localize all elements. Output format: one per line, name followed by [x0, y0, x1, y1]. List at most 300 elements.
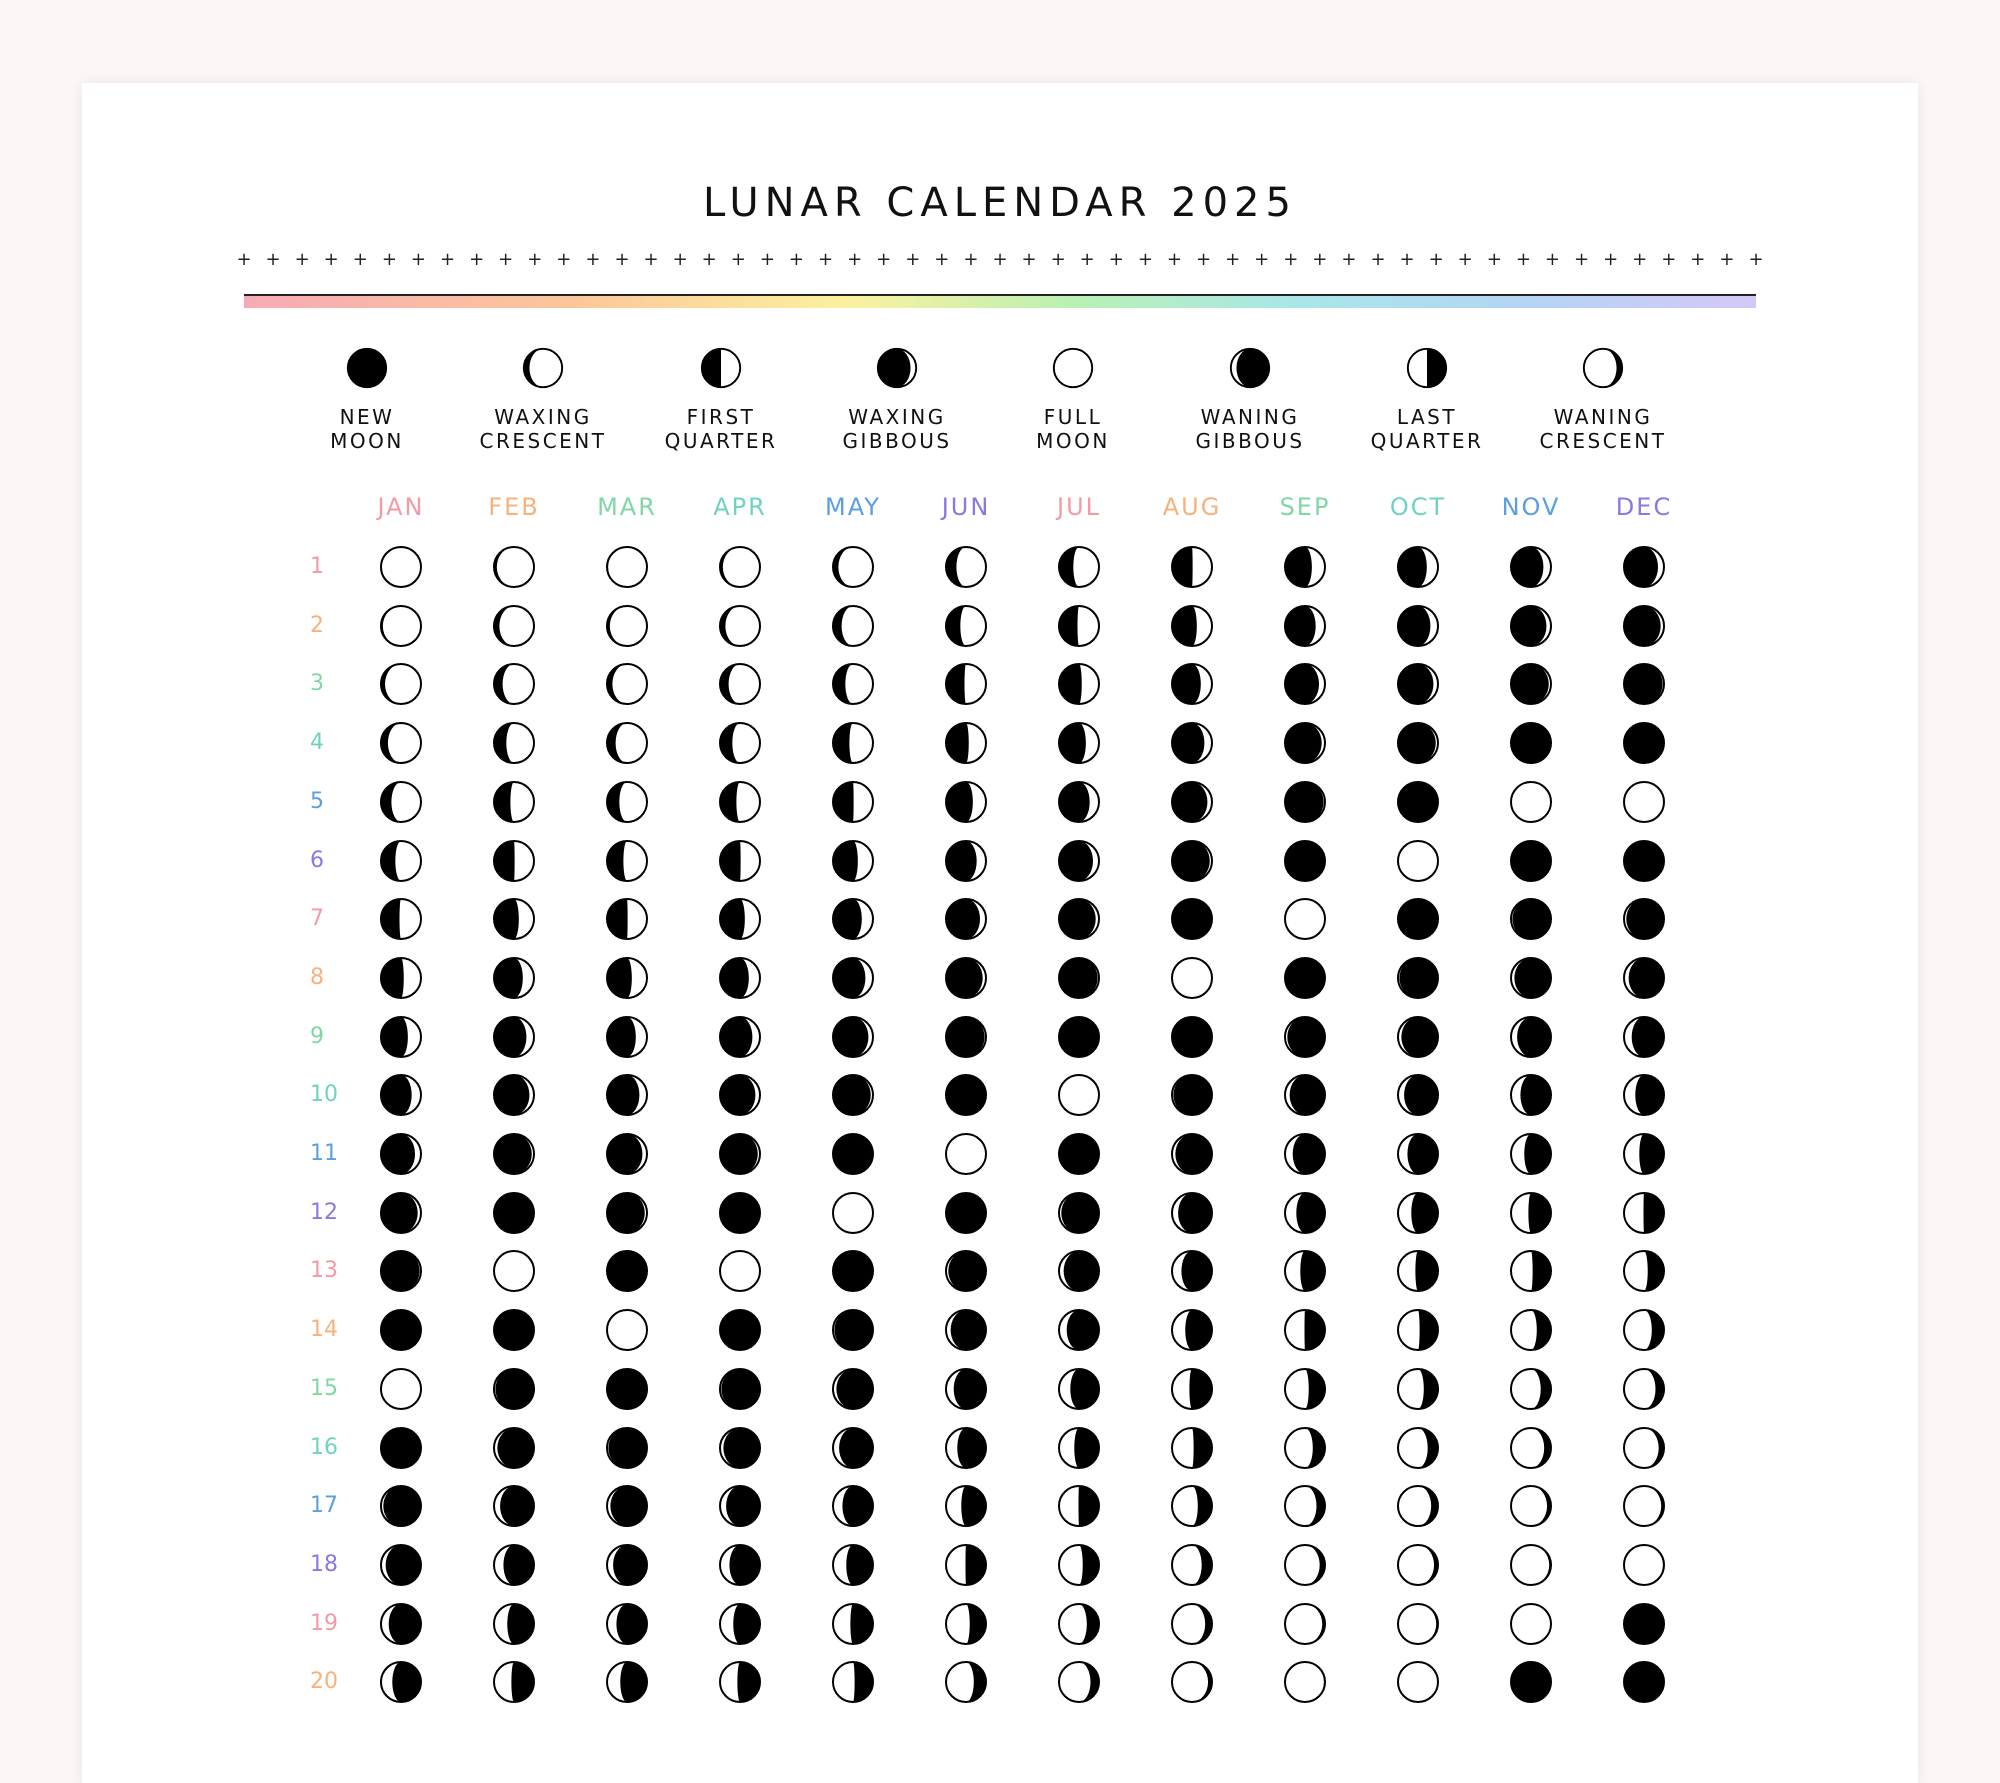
moon-icon — [1507, 1071, 1555, 1119]
moon-phase-icon — [1580, 345, 1626, 391]
moon-icon — [377, 1247, 425, 1295]
moon-phase-icon — [490, 954, 538, 1002]
moon-icon — [1394, 1071, 1442, 1119]
moon-icon — [942, 543, 990, 591]
moon-icon — [1281, 1071, 1329, 1119]
moon-phase-icon — [829, 1247, 877, 1295]
moon-icon — [377, 719, 425, 767]
moon-icon — [1620, 1600, 1668, 1648]
moon-phase-icon — [1620, 1247, 1668, 1295]
moon-phase-icon — [829, 543, 877, 591]
moon-phase-icon — [377, 1658, 425, 1706]
moon-phase-icon — [1281, 1482, 1329, 1530]
moon-phase-icon — [377, 837, 425, 885]
moon-icon — [603, 660, 651, 708]
moon-icon — [1055, 1424, 1103, 1472]
moon-icon — [1168, 602, 1216, 650]
moon-icon — [716, 543, 764, 591]
moon-icon — [490, 1189, 538, 1237]
moon-phase-icon — [490, 1658, 538, 1706]
plus-mark: + — [1254, 249, 1270, 270]
legend-label-line: LAST — [1396, 405, 1458, 429]
moon-phase-icon — [716, 1130, 764, 1178]
moon-icon — [1055, 1013, 1103, 1061]
day-label: 12 — [310, 1199, 338, 1225]
moon-icon — [377, 1013, 425, 1061]
moon-icon — [716, 837, 764, 885]
moon-phase-icon — [1168, 1600, 1216, 1648]
moon-phase-icon — [1394, 602, 1442, 650]
moon-phase-icon — [716, 1541, 764, 1589]
moon-phase-icon — [1281, 660, 1329, 708]
moon-phase-icon — [1507, 1365, 1555, 1413]
moon-phase-icon — [377, 660, 425, 708]
moon-icon — [603, 778, 651, 826]
moon-phase-icon — [829, 1306, 877, 1354]
moon-phase-icon — [1620, 543, 1668, 591]
moon-icon — [1281, 1189, 1329, 1237]
moon-phase-icon — [1620, 1600, 1668, 1648]
moon-icon — [942, 1071, 990, 1119]
moon-phase-icon — [874, 345, 920, 391]
moon-icon — [716, 1013, 764, 1061]
moon-icon — [1281, 1541, 1329, 1589]
plus-mark: + — [585, 249, 601, 270]
moon-icon — [377, 602, 425, 650]
plus-mark: + — [1137, 249, 1153, 270]
moon-phase-icon — [1404, 345, 1450, 391]
moon-phase-icon — [716, 1482, 764, 1530]
moon-icon — [1394, 660, 1442, 708]
legend-label-line: WANING — [1553, 405, 1653, 429]
moon-phase-icon — [377, 1365, 425, 1413]
legend-label-line: FIRST — [686, 405, 756, 429]
day-label: 4 — [310, 730, 324, 756]
moon-icon — [490, 1482, 538, 1530]
legend-label-line: CRESCENT — [1539, 429, 1667, 453]
day-label: 8 — [310, 964, 324, 990]
moon-phase-icon — [942, 1424, 990, 1472]
moon-phase-icon — [603, 1130, 651, 1178]
moon-icon — [1394, 1013, 1442, 1061]
moon-phase-icon — [603, 1658, 651, 1706]
moon-phase-icon — [490, 895, 538, 943]
moon-icon — [1055, 778, 1103, 826]
moon-icon — [1168, 660, 1216, 708]
legend-label-line: WAXING — [848, 405, 946, 429]
moon-phase-icon — [942, 1306, 990, 1354]
plus-mark: + — [817, 249, 834, 270]
moon-icon — [716, 1600, 764, 1648]
moon-phase-icon — [716, 778, 764, 826]
moon-phase-icon — [1620, 719, 1668, 767]
moon-icon — [377, 837, 425, 885]
moon-phase-icon — [520, 345, 566, 391]
moon-icon — [1168, 1306, 1216, 1354]
moon-icon — [1507, 660, 1555, 708]
moon-phase-icon — [1168, 1130, 1216, 1178]
moon-icon — [1281, 1600, 1329, 1648]
month-header: SEP — [1279, 493, 1331, 521]
moon-phase-icon — [377, 1247, 425, 1295]
moon-phase-icon — [1507, 1306, 1555, 1354]
moon-icon — [377, 660, 425, 708]
plus-mark: + — [1021, 249, 1037, 270]
moon-icon — [829, 778, 877, 826]
moon-icon — [1055, 954, 1103, 1002]
plus-mark: + — [905, 249, 921, 270]
moon-phase-icon — [1055, 1658, 1103, 1706]
moon-phase-icon — [1168, 837, 1216, 885]
moon-icon — [603, 1306, 651, 1354]
moon-icon — [716, 1482, 764, 1530]
moon-icon — [1620, 1365, 1668, 1413]
moon-icon — [942, 602, 990, 650]
moon-icon — [1055, 1600, 1103, 1648]
moon-phase-icon — [603, 719, 651, 767]
moon-phase-icon — [1055, 1541, 1103, 1589]
moon-icon — [829, 1541, 877, 1589]
moon-phase-icon — [1394, 1424, 1442, 1472]
moon-phase-icon — [1281, 1541, 1329, 1589]
moon-phase-icon — [490, 837, 538, 885]
month-header: OCT — [1389, 493, 1447, 521]
moon-phase-icon — [1394, 1247, 1442, 1295]
moon-phase-icon — [942, 660, 990, 708]
moon-icon — [490, 1013, 538, 1061]
day-label: 18 — [310, 1551, 338, 1577]
moon-phase-icon — [716, 1658, 764, 1706]
moon-icon — [1168, 1130, 1216, 1178]
moon-phase-icon — [1620, 1306, 1668, 1354]
moon-phase-icon — [1507, 1600, 1555, 1648]
moon-icon — [1281, 602, 1329, 650]
legend-item — [453, 345, 633, 453]
plus-mark: + — [439, 249, 456, 270]
moon-phase-icon — [1507, 954, 1555, 1002]
moon-phase-icon — [1620, 1071, 1668, 1119]
moon-icon — [1507, 1189, 1555, 1237]
moon-icon — [377, 543, 425, 591]
moon-icon — [377, 1189, 425, 1237]
moon-icon — [1281, 1247, 1329, 1295]
moon-phase-icon — [942, 1013, 990, 1061]
moon-phase-icon — [829, 954, 877, 1002]
moon-phase-icon — [490, 719, 538, 767]
moon-phase-icon — [603, 1424, 651, 1472]
plus-mark: + — [323, 249, 339, 270]
moon-phase-icon — [1055, 1365, 1103, 1413]
moon-phase-icon — [942, 837, 990, 885]
day-label: 3 — [310, 671, 324, 697]
moon-icon — [716, 1658, 764, 1706]
moon-phase-icon — [1507, 660, 1555, 708]
moon-icon — [1394, 895, 1442, 943]
moon-icon — [1620, 1482, 1668, 1530]
moon-icon — [829, 1306, 877, 1354]
moon-icon — [1168, 837, 1216, 885]
moon-phase-icon — [490, 1600, 538, 1648]
moon-phase-icon — [1168, 1658, 1216, 1706]
legend-item — [1337, 345, 1517, 453]
plus-mark: + — [352, 249, 368, 270]
moon-icon — [490, 543, 538, 591]
moon-icon — [1055, 1247, 1103, 1295]
plus-divider — [236, 246, 1764, 274]
legend-label-line: WAXING — [494, 405, 592, 429]
moon-icon — [1507, 837, 1555, 885]
moon-phase-icon — [716, 1071, 764, 1119]
moon-phase-icon — [829, 778, 877, 826]
plus-mark: + — [1399, 249, 1415, 270]
moon-phase-icon — [1620, 1365, 1668, 1413]
moon-icon — [1620, 1541, 1668, 1589]
moon-phase-icon — [1507, 1541, 1555, 1589]
moon-phase-icon — [490, 1365, 538, 1413]
moon-phase-icon — [716, 602, 764, 650]
moon-phase-icon — [377, 1306, 425, 1354]
moon-icon — [1055, 719, 1103, 767]
moon-phase-icon — [490, 1071, 538, 1119]
moon-phase-icon — [1168, 602, 1216, 650]
day-label: 20 — [310, 1669, 338, 1695]
moon-icon — [942, 1365, 990, 1413]
moon-icon — [1620, 543, 1668, 591]
moon-phase-icon — [1281, 1013, 1329, 1061]
moon-icon — [1507, 1541, 1555, 1589]
moon-icon — [942, 895, 990, 943]
moon-icon — [603, 1189, 651, 1237]
moon-icon — [603, 1424, 651, 1472]
moon-phase-icon — [1620, 778, 1668, 826]
legend-label — [453, 405, 633, 453]
legend-label — [1513, 405, 1693, 453]
moon-phase-icon — [1055, 778, 1103, 826]
moon-phase-icon — [377, 719, 425, 767]
month-header: MAR — [597, 493, 657, 521]
plus-mark: + — [963, 249, 979, 270]
moon-icon — [603, 719, 651, 767]
moon-phase-icon — [716, 1600, 764, 1648]
moon-phase-icon — [1281, 543, 1329, 591]
month-header: MAY — [825, 493, 881, 521]
moon-phase-icon — [1281, 778, 1329, 826]
plus-mark: + — [1661, 249, 1677, 270]
plus-mark: + — [294, 249, 310, 270]
moon-phase-icon — [942, 1600, 990, 1648]
moon-icon — [1055, 660, 1103, 708]
moon-phase-icon — [1620, 954, 1668, 1002]
moon-phase-icon — [1281, 895, 1329, 943]
moon-icon — [490, 895, 538, 943]
legend-label-line: GIBBOUS — [1195, 429, 1305, 453]
day-label: 17 — [310, 1493, 338, 1519]
moon-icon — [1168, 778, 1216, 826]
moon-icon — [1168, 1365, 1216, 1413]
moon-icon — [829, 660, 877, 708]
moon-icon — [1620, 1658, 1668, 1706]
plus-mark: + — [1719, 249, 1735, 270]
moon-icon — [490, 837, 538, 885]
moon-phase-icon — [829, 1541, 877, 1589]
moon-phase-icon — [1055, 543, 1103, 591]
moon-icon — [490, 1247, 538, 1295]
moon-phase-icon — [1168, 1424, 1216, 1472]
moon-phase-icon — [942, 602, 990, 650]
moon-icon — [1394, 543, 1442, 591]
moon-phase-icon — [1281, 954, 1329, 1002]
moon-phase-icon — [603, 1189, 651, 1237]
moon-icon — [1055, 1306, 1103, 1354]
moon-icon — [942, 1658, 990, 1706]
moon-phase-icon — [603, 1247, 651, 1295]
day-label: 11 — [310, 1141, 338, 1166]
moon-phase-icon — [1168, 1541, 1216, 1589]
moon-icon — [716, 1424, 764, 1472]
moon-icon — [1168, 1658, 1216, 1706]
moon-icon — [1394, 1189, 1442, 1237]
moon-phase-icon — [829, 1013, 877, 1061]
plus-mark: + — [1079, 249, 1095, 270]
moon-icon — [377, 1071, 425, 1119]
moon-phase-icon — [1055, 660, 1103, 708]
moon-icon — [1507, 543, 1555, 591]
plus-mark: + — [730, 249, 746, 270]
day-label: 14 — [310, 1317, 338, 1343]
moon-icon — [603, 1365, 651, 1413]
moon-phase-icon — [377, 1013, 425, 1061]
month-header: FEB — [488, 493, 540, 521]
moon-phase-icon — [1050, 345, 1096, 391]
legend-label — [1160, 405, 1340, 453]
moon-icon — [377, 895, 425, 943]
moon-phase-icon — [603, 1071, 651, 1119]
moon-phase-icon — [1394, 1658, 1442, 1706]
moon-icon — [1055, 602, 1103, 650]
moon-icon — [1620, 1247, 1668, 1295]
moon-phase-icon — [490, 1482, 538, 1530]
plus-mark: + — [1603, 249, 1619, 270]
moon-icon — [1620, 1130, 1668, 1178]
legend-item — [1160, 345, 1340, 453]
moon-phase-icon — [1394, 778, 1442, 826]
moon-icon — [603, 543, 651, 591]
moon-phase-icon — [829, 1658, 877, 1706]
moon-icon — [603, 895, 651, 943]
plus-mark: + — [1632, 249, 1648, 270]
moon-icon — [1507, 1600, 1555, 1648]
plus-mark: + — [1690, 249, 1706, 270]
moon-icon — [716, 954, 764, 1002]
moon-phase-icon — [829, 1189, 877, 1237]
moon-icon — [829, 1365, 877, 1413]
moon-phase-icon — [1281, 1306, 1329, 1354]
moon-phase-icon — [490, 543, 538, 591]
moon-icon — [829, 602, 877, 650]
moon-icon — [377, 1482, 425, 1530]
moon-icon — [829, 1189, 877, 1237]
moon-phase-icon — [377, 1071, 425, 1119]
moon-phase-icon — [1507, 543, 1555, 591]
moon-phase-icon — [942, 1482, 990, 1530]
moon-icon — [377, 778, 425, 826]
plus-mark: + — [701, 249, 717, 270]
moon-phase-icon — [1394, 1541, 1442, 1589]
plus-mark: + — [614, 249, 630, 270]
moon-icon — [1620, 837, 1668, 885]
moon-phase-icon — [716, 1365, 764, 1413]
moon-icon — [1394, 1365, 1442, 1413]
moon-phase-icon — [603, 1541, 651, 1589]
legend-label — [983, 405, 1163, 453]
moon-phase-icon — [603, 1306, 651, 1354]
moon-phase-icon — [377, 1482, 425, 1530]
moon-icon — [1620, 954, 1668, 1002]
moon-icon — [1168, 1424, 1216, 1472]
moon-phase-icon — [1055, 602, 1103, 650]
page-title: LUNAR CALENDAR 2025 — [703, 180, 1297, 226]
plus-mark: + — [1370, 249, 1386, 270]
moon-icon — [716, 1071, 764, 1119]
moon-icon — [829, 719, 877, 767]
moon-icon — [1055, 1130, 1103, 1178]
moon-icon — [1281, 837, 1329, 885]
moon-icon — [829, 1482, 877, 1530]
day-label: 7 — [310, 906, 324, 932]
moon-icon — [1281, 1365, 1329, 1413]
moon-phase-icon — [1281, 1365, 1329, 1413]
day-label: 13 — [310, 1258, 338, 1284]
plus-mark: + — [236, 249, 252, 270]
moon-phase-icon — [1394, 1130, 1442, 1178]
day-label: 6 — [310, 847, 324, 873]
moon-phase-icon — [942, 1247, 990, 1295]
moon-phase-icon — [1055, 719, 1103, 767]
moon-phase-icon — [1620, 1189, 1668, 1237]
moon-phase-icon — [490, 1306, 538, 1354]
moon-icon — [1394, 1247, 1442, 1295]
moon-phase-icon — [1394, 1600, 1442, 1648]
moon-icon — [603, 1013, 651, 1061]
moon-icon — [1507, 1658, 1555, 1706]
moon-phase-icon — [1168, 1482, 1216, 1530]
moon-icon — [1281, 1424, 1329, 1472]
moon-phase-icon — [1620, 1130, 1668, 1178]
moon-phase-icon — [716, 660, 764, 708]
moon-icon — [1281, 778, 1329, 826]
moon-phase-icon — [1168, 1247, 1216, 1295]
moon-phase-icon — [716, 837, 764, 885]
moon-phase-icon — [716, 543, 764, 591]
plus-mark: + — [469, 249, 485, 270]
moon-icon — [1281, 660, 1329, 708]
legend-item — [807, 345, 987, 453]
moon-phase-icon — [1394, 1365, 1442, 1413]
moon-phase-icon — [377, 1189, 425, 1237]
moon-icon — [1394, 954, 1442, 1002]
moon-icon — [716, 1365, 764, 1413]
moon-phase-icon — [1168, 1306, 1216, 1354]
month-header: AUG — [1162, 493, 1222, 521]
moon-icon — [1394, 602, 1442, 650]
moon-icon — [603, 1658, 651, 1706]
moon-phase-icon — [1168, 1189, 1216, 1237]
moon-icon — [1281, 1306, 1329, 1354]
plus-mark: + — [788, 249, 804, 270]
month-header: APR — [713, 493, 767, 521]
moon-icon — [1394, 1658, 1442, 1706]
day-label: 19 — [310, 1610, 338, 1636]
